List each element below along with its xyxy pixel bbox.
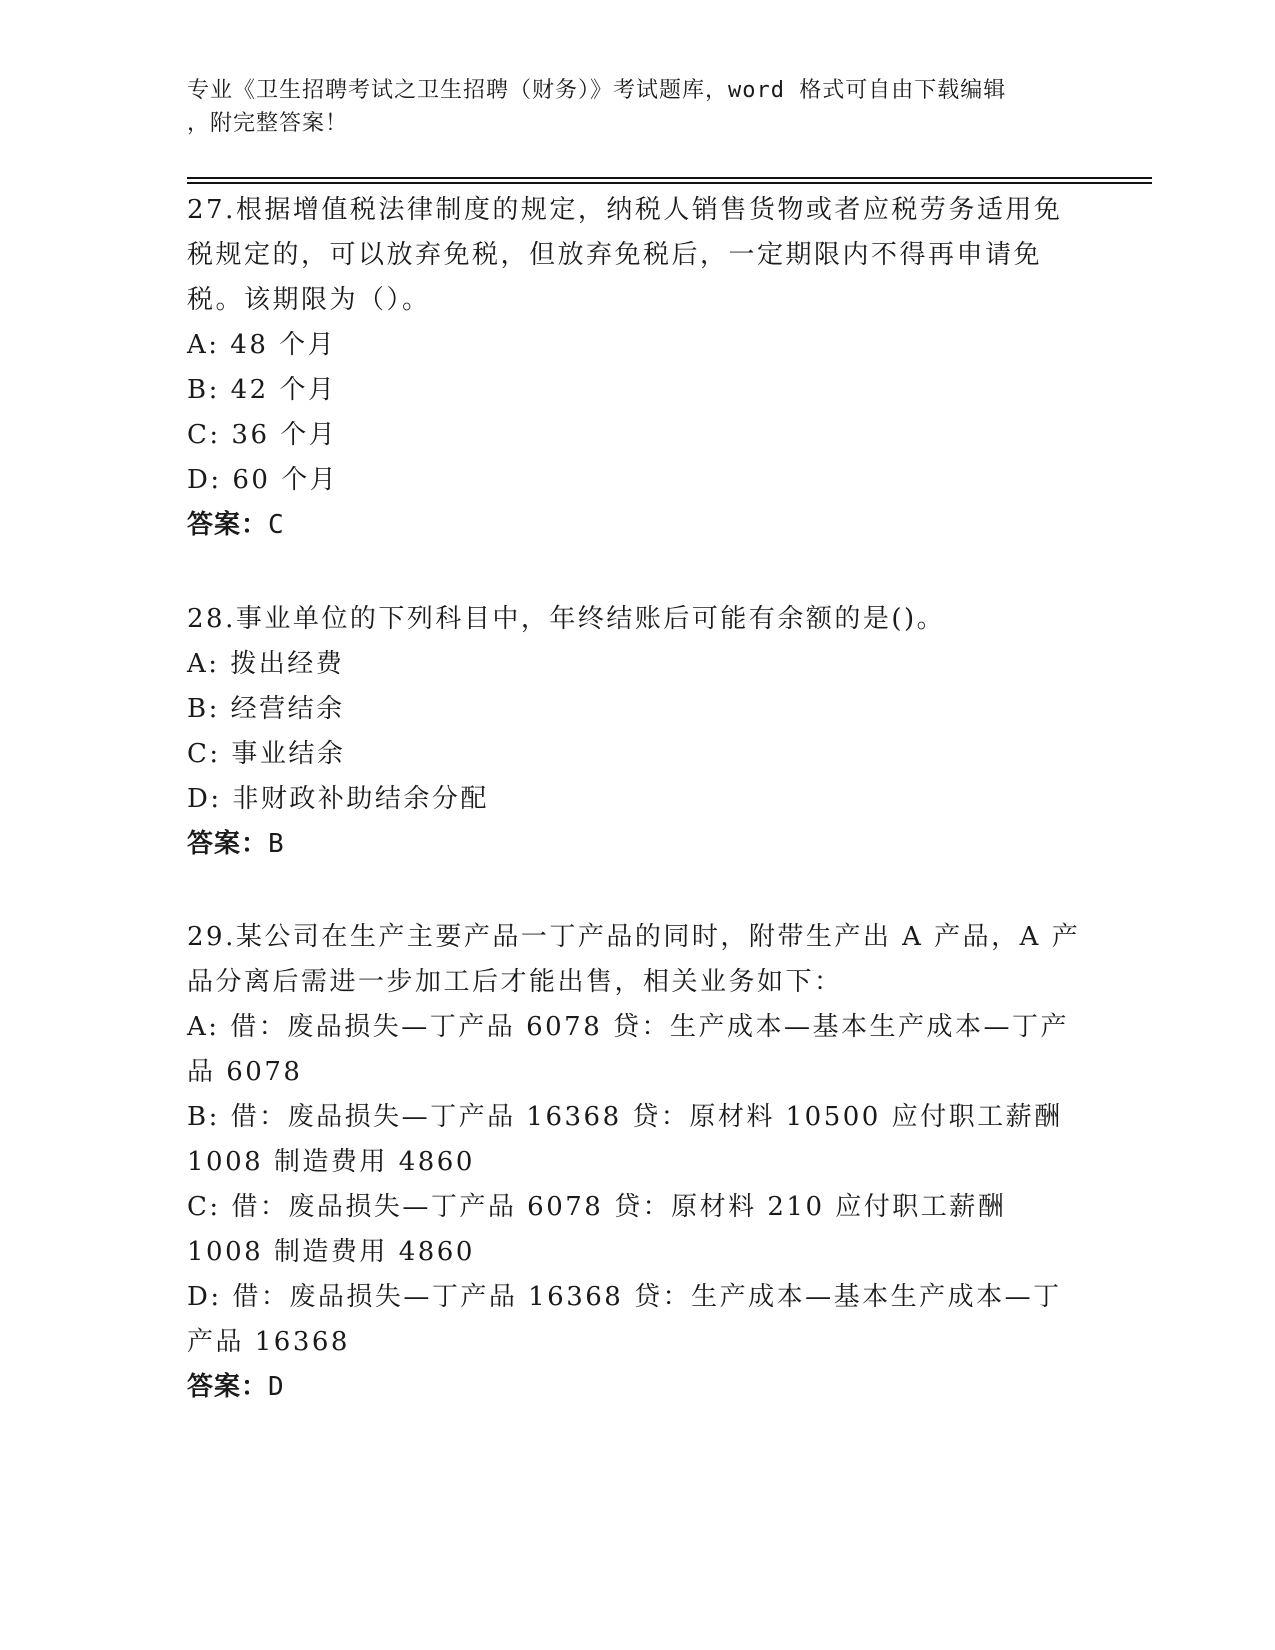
option-c: C: 36 个月	[187, 420, 338, 450]
question-text: 27.根据增值税法律制度的规定，纳税人销售货物或者应税劳务适用免税规定的，可以放弃免税，但放弃免税后，一定期限内不得再申请免税。该期限为（）。	[187, 195, 1063, 315]
header-divider-bottom	[187, 182, 1152, 184]
answer-value: C	[268, 510, 285, 540]
question-28	[187, 597, 1087, 867]
option-a: A: 借：废品损失—丁产品 6078 贷：生产成本—基本生产成本—丁产品 6078	[187, 1012, 1069, 1087]
option-b: B: 借：废品损失—丁产品 16368 贷：原材料 10500 应付职工薪酬 1008 制造费用 4860	[187, 1102, 1063, 1177]
option-b: B: 42 个月	[187, 375, 337, 405]
answer-line	[187, 503, 1087, 548]
header-divider-top	[187, 177, 1152, 179]
document-header	[187, 74, 1067, 140]
question-29	[187, 915, 1087, 1410]
question-27	[187, 188, 1087, 548]
question-text: 28.事业单位的下列科目中，年终结账后可能有余额的是()。	[187, 604, 946, 634]
option-d: D: 借：废品损失—丁产品 16368 贷：生产成本—基本生产成本—丁产品 16368	[187, 1282, 1062, 1357]
option-a: A: 拨出经费	[187, 649, 345, 679]
option-d: D: 非财政补助结余分配	[187, 784, 489, 814]
option-c: C: 事业结余	[187, 739, 346, 769]
header-line-1: 专业《卫生招聘考试之卫生招聘（财务）》考试题库，word 格式可自由下载编辑	[187, 78, 1007, 103]
answer-line	[187, 1365, 1087, 1410]
answer-label: 答案：	[187, 829, 269, 859]
header-line-2: ，附完整答案！	[187, 111, 349, 136]
answer-value: B	[268, 829, 285, 859]
question-text: 29.某公司在生产主要产品一丁产品的同时，附带生产出 A 产品，A 产品分离后需进一步加工后才能出售，相关业务如下：	[187, 922, 1081, 997]
option-d: D: 60 个月	[187, 465, 339, 495]
option-b: B: 经营结余	[187, 694, 345, 724]
option-c: C: 借：废品损失—丁产品 6078 贷：原材料 210 应付职工薪酬 1008 制造费用 4860	[187, 1192, 1007, 1267]
answer-line	[187, 822, 1087, 867]
answer-label: 答案：	[187, 510, 269, 540]
answer-label: 答案：	[187, 1372, 269, 1402]
answer-value: D	[268, 1372, 285, 1402]
option-a: A: 48 个月	[187, 330, 337, 360]
